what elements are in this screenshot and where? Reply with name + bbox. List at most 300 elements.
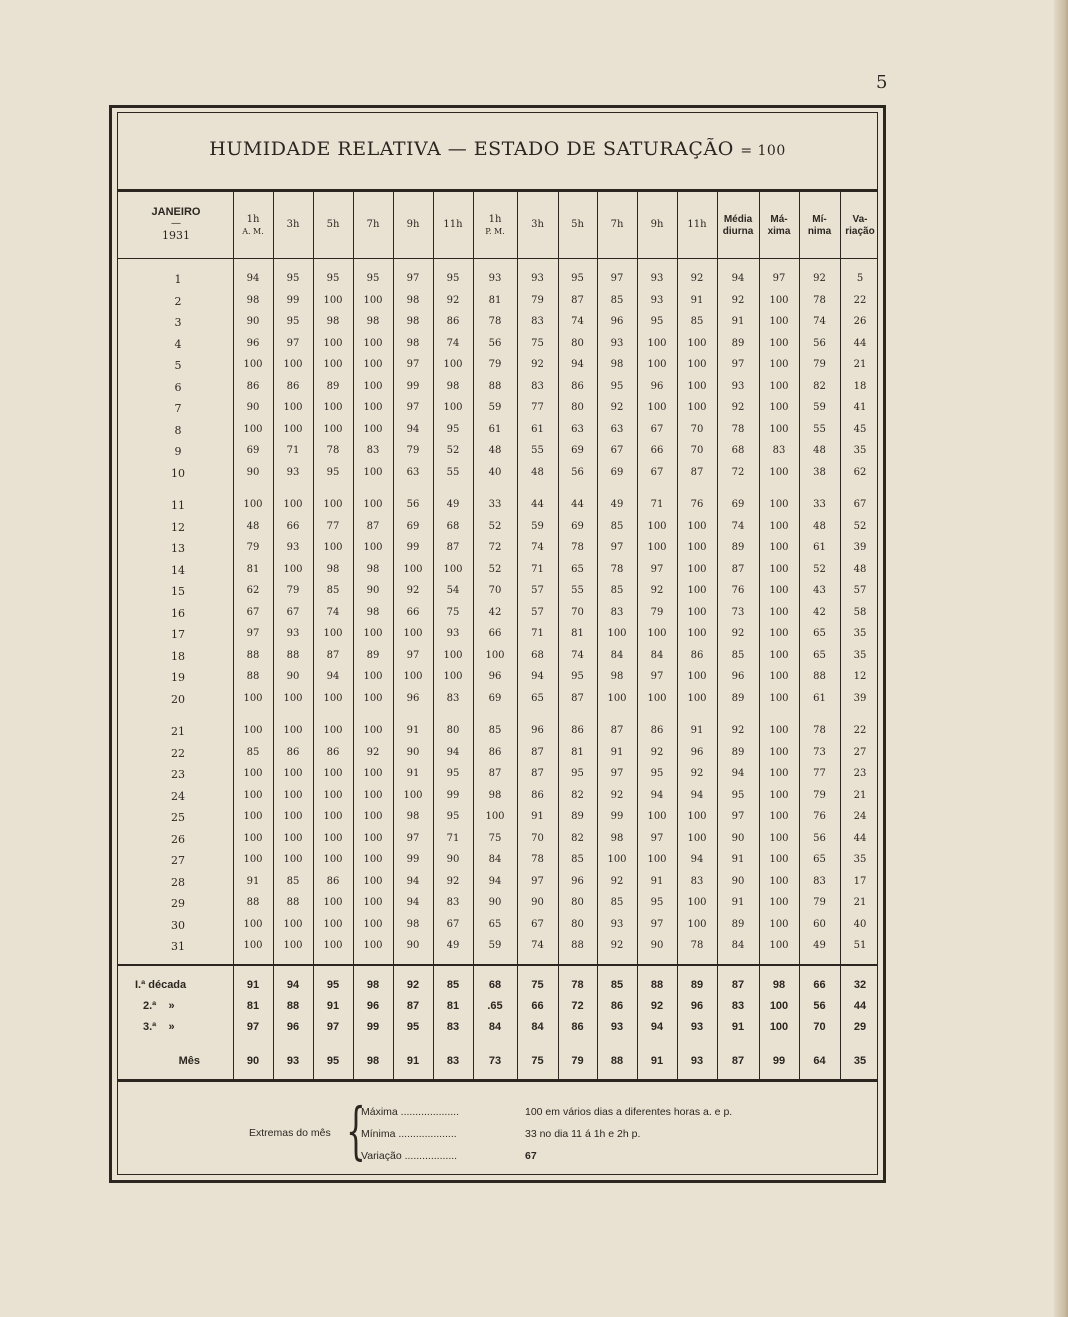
table-cell: 100 <box>769 854 789 865</box>
summary-cell: 98 <box>772 979 786 991</box>
table-cell: 26 <box>853 316 867 327</box>
table-cell: 87 <box>571 294 584 306</box>
table-cell: 100 <box>647 692 667 704</box>
table-cell: 39 <box>853 542 867 553</box>
table-cell: 100 <box>323 628 343 639</box>
table-cell: 95 <box>446 811 460 822</box>
table-cell: 78 <box>610 563 624 575</box>
table-cell: 100 <box>443 671 463 682</box>
table-cell: 97 <box>610 768 624 779</box>
day-label: 7 <box>174 402 182 415</box>
table-cell: 35 <box>853 649 867 661</box>
day-label: 21 <box>171 725 185 738</box>
table-cell: 67 <box>610 445 624 456</box>
table-cell: 100 <box>687 628 707 639</box>
month-dash: — <box>171 218 181 229</box>
table-cell: 72 <box>488 542 502 553</box>
table-frame <box>109 105 886 1183</box>
table-cell: 49 <box>446 499 460 510</box>
table-cell: 99 <box>446 789 460 801</box>
table-cell: 98 <box>246 294 260 306</box>
table-cell: 98 <box>406 294 420 306</box>
table-cell: 80 <box>571 918 584 930</box>
table-cell: 100 <box>363 789 383 801</box>
column-header-5: 9h <box>406 219 420 230</box>
table-cell: 96 <box>531 725 544 736</box>
table-cell: 88 <box>246 897 260 908</box>
table-cell: 100 <box>769 897 789 908</box>
table-cell: 44 <box>853 832 867 844</box>
table-cell: 99 <box>406 380 420 392</box>
column-header-11: 9h <box>650 219 664 230</box>
table-cell: 85 <box>326 585 340 596</box>
day-label: 8 <box>174 423 182 437</box>
summary-cell: 83 <box>731 1000 745 1012</box>
summary-cell: 91 <box>326 1000 340 1012</box>
summary-cell: 56 <box>813 1000 826 1012</box>
summary-cell: 95 <box>326 979 340 991</box>
summary-label: Mês <box>178 1055 200 1067</box>
table-cell: 97 <box>650 563 664 575</box>
table-cell: 94 <box>731 768 745 779</box>
table-cell: 100 <box>769 875 789 887</box>
table-cell: 77 <box>326 520 340 532</box>
table-cell: 85 <box>731 649 745 661</box>
table-cell: 100 <box>769 692 789 704</box>
table-cell: 85 <box>571 854 584 865</box>
table-cell: 63 <box>406 466 420 478</box>
table-cell: 100 <box>443 649 463 661</box>
table-cell: 48 <box>853 563 867 575</box>
table-cell: 100 <box>607 628 627 639</box>
table-cell: 66 <box>286 520 300 532</box>
table-cell: 81 <box>246 563 260 575</box>
table-cell: 100 <box>443 563 463 575</box>
table-cell: 100 <box>363 542 383 553</box>
table-cell: 92 <box>650 585 664 596</box>
table-cell: 100 <box>323 337 343 349</box>
table-cell: 71 <box>531 628 544 639</box>
table-cell: 91 <box>650 875 664 887</box>
title-rule <box>118 189 877 192</box>
table-cell: 100 <box>769 423 789 435</box>
table-cell: 94 <box>690 854 704 865</box>
table-cell: 96 <box>650 380 664 392</box>
table-cell: 67 <box>650 423 664 435</box>
table-cell: 86 <box>488 746 502 758</box>
table-cell: 99 <box>406 542 420 553</box>
day-label: 12 <box>171 520 185 534</box>
summary-cell: 66 <box>531 1000 544 1012</box>
table-cell: 93 <box>286 542 300 553</box>
day-label: 11 <box>171 499 185 512</box>
table-cell: 68 <box>446 520 460 532</box>
table-cell: 92 <box>610 875 624 887</box>
table-cell: 12 <box>853 671 867 682</box>
table-cell: 49 <box>446 940 460 951</box>
table-cell: 41 <box>853 402 867 413</box>
day-label: 3 <box>174 316 182 329</box>
table-cell: 98 <box>366 316 380 327</box>
column-header-9: 5h <box>571 219 584 230</box>
table-cell: 100 <box>769 671 789 682</box>
table-cell: 100 <box>243 811 263 822</box>
table-cell: 100 <box>687 692 707 704</box>
table-cell: 55 <box>571 585 584 596</box>
table-cell: 86 <box>286 746 300 758</box>
table-cell: 44 <box>531 499 544 510</box>
table-cell: 38 <box>813 466 826 478</box>
header-rule <box>118 258 877 259</box>
table-cell: 94 <box>326 671 340 682</box>
summary-cell: 92 <box>650 1000 664 1012</box>
table-cell: 67 <box>286 606 300 618</box>
table-cell: 85 <box>610 585 624 596</box>
min-value: 33 no dia 11 á 1h e 2h p. <box>525 1128 641 1140</box>
table-cell: 95 <box>286 316 300 327</box>
summary-cell: 87 <box>731 979 745 991</box>
table-cell: 88 <box>246 649 260 661</box>
month-label: JANEIRO <box>151 206 201 218</box>
table-cell: 87 <box>531 768 544 779</box>
table-cell: 100 <box>323 897 343 908</box>
table-cell: 93 <box>610 337 624 349</box>
table-cell: 97 <box>406 273 420 284</box>
day-label: 22 <box>171 746 185 760</box>
summary-cell: 93 <box>690 1055 704 1067</box>
table-cell: 100 <box>769 294 789 306</box>
table-cell: 70 <box>488 585 502 596</box>
table-cell: 72 <box>731 466 745 478</box>
summary-cell: 94 <box>650 1021 664 1033</box>
summary-cell: 81 <box>246 1000 260 1012</box>
day-label: 18 <box>171 649 185 663</box>
summary-cell: 66 <box>813 979 826 991</box>
table-cell: 100 <box>769 466 789 478</box>
table-cell: 73 <box>731 606 745 618</box>
table-cell: 100 <box>283 918 303 930</box>
table-cell: 74 <box>326 606 340 618</box>
table-cell: 87 <box>488 768 502 779</box>
table-cell: 85 <box>610 294 624 306</box>
table-cell: 80 <box>446 725 460 736</box>
table-cell: 57 <box>531 585 544 596</box>
table-cell: 92 <box>366 746 380 758</box>
table-cell: 78 <box>690 940 704 951</box>
table-cell: 18 <box>853 380 867 392</box>
table-cell: 59 <box>531 520 544 532</box>
table-cell: 100 <box>283 725 303 736</box>
table-cell: 90 <box>246 402 260 413</box>
day-label: 4 <box>174 337 182 351</box>
table-cell: 94 <box>446 746 460 758</box>
table-cell: 44 <box>571 499 584 510</box>
table-cell: 75 <box>488 832 502 844</box>
summary-cell: 87 <box>731 1055 745 1067</box>
table-cell: 82 <box>571 832 584 844</box>
table-cell: 88 <box>813 671 826 682</box>
table-cell: 100 <box>687 897 707 908</box>
table-cell: 100 <box>769 918 789 930</box>
table-cell: 100 <box>363 337 383 349</box>
table-cell: 61 <box>813 692 826 704</box>
summary-cell: 93 <box>286 1055 300 1067</box>
table-cell: 100 <box>769 746 789 758</box>
table-cell: 100 <box>687 811 707 822</box>
days-bottom-rule <box>118 964 877 966</box>
table-cell: 100 <box>363 628 383 639</box>
table-cell: 89 <box>731 337 745 349</box>
table-cell: 67 <box>650 466 664 478</box>
summary-cell: 35 <box>853 1055 867 1067</box>
table-cell: 69 <box>246 445 260 456</box>
table-cell: 85 <box>286 875 300 887</box>
table-cell: 97 <box>531 875 544 887</box>
table-cell: 92 <box>690 273 704 284</box>
table-cell: 74 <box>571 316 584 327</box>
summary-cell: 64 <box>813 1055 826 1067</box>
table-cell: 84 <box>610 649 624 661</box>
table-cell: 69 <box>610 466 624 478</box>
table-cell: 98 <box>610 832 624 844</box>
summary-cell: 89 <box>690 979 704 991</box>
table-cell: 100 <box>769 606 789 618</box>
table-cell: 83 <box>813 875 826 887</box>
table-cell: 85 <box>690 316 704 327</box>
table-cell: 92 <box>731 402 745 413</box>
table-cell: 86 <box>286 380 300 392</box>
table-cell: 40 <box>488 466 502 478</box>
table-cell: 100 <box>769 542 789 553</box>
table-cell: 91 <box>406 768 420 779</box>
day-label: 9 <box>174 445 182 458</box>
table-cell: 87 <box>531 746 544 758</box>
table-cell: 91 <box>531 811 544 822</box>
table-cell: 90 <box>446 854 460 865</box>
summary-cell: 84 <box>531 1021 544 1033</box>
summary-label: 2.ª » <box>143 1000 175 1012</box>
summary-cell: 75 <box>531 979 544 991</box>
table-cell: 65 <box>571 563 584 575</box>
table-cell: 90 <box>488 897 502 908</box>
table-cell: 100 <box>363 499 383 510</box>
table-cell: 86 <box>326 746 340 758</box>
table-cell: 74 <box>813 316 826 327</box>
table-cell: 74 <box>571 649 584 661</box>
table-cell: 100 <box>323 359 343 370</box>
table-cell: 100 <box>403 671 423 682</box>
table-cell: 96 <box>406 692 420 704</box>
table-cell: 43 <box>813 585 826 596</box>
table-cell: 83 <box>446 692 460 704</box>
table-cell: 100 <box>363 811 383 822</box>
day-label: 23 <box>171 768 185 781</box>
summary-cell: 93 <box>610 1021 624 1033</box>
summary-cell: 78 <box>571 979 584 991</box>
table-cell: 69 <box>571 445 584 456</box>
table-cell: 89 <box>571 811 584 822</box>
table-cell: 100 <box>283 692 303 704</box>
table-cell: 92 <box>446 875 460 887</box>
column-header-7: 1h <box>488 214 502 225</box>
table-cell: 65 <box>813 854 826 865</box>
min-label: Mínima .................... <box>361 1128 457 1140</box>
summary-cell: 96 <box>690 1000 704 1012</box>
table-cell: 68 <box>531 649 544 661</box>
table-cell: 58 <box>853 606 867 618</box>
table-cell: 100 <box>243 854 263 865</box>
table-cell: 24 <box>853 811 867 822</box>
table-cell: 81 <box>571 746 584 758</box>
table-cell: 100 <box>647 854 667 865</box>
table-cell: 89 <box>731 746 745 758</box>
table-cell: 78 <box>488 316 502 327</box>
table-cell: 100 <box>687 606 707 618</box>
table-cell: 100 <box>283 499 303 510</box>
column-header-sub-7: P. M. <box>485 227 505 236</box>
table-cell: 40 <box>853 918 867 930</box>
variation-value: 67 <box>525 1150 537 1162</box>
table-cell: 73 <box>813 746 826 758</box>
table-cell: 97 <box>246 628 260 639</box>
table-cell: 52 <box>488 563 502 575</box>
summary-cell: 100 <box>769 1021 789 1033</box>
table-cell: 96 <box>488 671 502 682</box>
table-cell: 88 <box>571 940 584 951</box>
table-cell: 79 <box>650 606 664 618</box>
day-label: 15 <box>171 585 185 598</box>
summary-cell: 99 <box>366 1021 380 1033</box>
table-cell: 63 <box>610 423 624 435</box>
column-header-sub-1: A. M. <box>242 227 264 236</box>
page-number: 5 <box>876 72 888 93</box>
table-cell: 70 <box>690 445 704 456</box>
table-cell: 95 <box>731 789 745 801</box>
table-cell: 83 <box>531 380 544 392</box>
summary-cell: 94 <box>286 979 300 991</box>
table-cell: 85 <box>488 725 502 736</box>
table-cell: 97 <box>650 832 664 844</box>
table-cell: 42 <box>488 606 502 618</box>
table-cell: 82 <box>813 380 826 392</box>
table-cell: 95 <box>610 380 624 392</box>
table-cell: 87 <box>610 725 624 736</box>
table-cell: 65 <box>813 649 826 661</box>
table-cell: 100 <box>323 854 343 865</box>
table-cell: 54 <box>446 585 460 596</box>
summary-cell: 83 <box>446 1021 460 1033</box>
column-header-12: 11h <box>687 219 707 230</box>
table-cell: 23 <box>853 768 867 779</box>
summary-cell: 70 <box>813 1021 826 1033</box>
table-inner <box>117 112 878 1175</box>
table-cell: 78 <box>731 423 745 435</box>
table-cell: 100 <box>769 649 789 661</box>
table-cell: 67 <box>853 499 867 510</box>
table-cell: 83 <box>446 897 460 908</box>
max-label: Máxima .................... <box>361 1106 460 1118</box>
table-cell: 21 <box>853 897 867 908</box>
table-cell: 79 <box>813 897 826 908</box>
table-cell: 93 <box>610 918 624 930</box>
table-cell: 100 <box>363 832 383 844</box>
table-cell: 100 <box>283 402 303 413</box>
table-cell: 67 <box>246 606 260 618</box>
table-cell: 90 <box>406 746 420 758</box>
table-cell: 100 <box>769 768 789 779</box>
table-cell: 92 <box>610 402 624 413</box>
table-cell: 66 <box>650 445 664 456</box>
table-cell: 94 <box>531 671 544 682</box>
table-cell: 71 <box>286 445 300 456</box>
table-cell: 59 <box>488 940 502 951</box>
max-value: 100 em vários dias a diferentes horas a. e p. <box>525 1106 733 1118</box>
table-cell: 100 <box>769 563 789 575</box>
day-label: 24 <box>171 789 185 803</box>
table-cell: 98 <box>610 671 624 682</box>
summary-cell: 86 <box>610 1000 624 1012</box>
table-cell: 94 <box>406 897 420 908</box>
table-cell: 76 <box>690 499 704 510</box>
table-cell: 81 <box>488 294 502 306</box>
table-cell: 100 <box>769 789 789 801</box>
table-cell: 100 <box>687 563 707 575</box>
table-cell: 100 <box>323 768 343 779</box>
table-cell: 100 <box>283 940 303 951</box>
table-cell: 61 <box>531 423 544 435</box>
table-cell: 76 <box>813 811 826 822</box>
table-cell: 100 <box>363 768 383 779</box>
table-cell: 39 <box>853 692 867 704</box>
table-cell: 86 <box>571 380 584 392</box>
table-cell: 98 <box>326 563 340 575</box>
table-cell: 83 <box>610 606 624 618</box>
table-cell: 65 <box>813 628 826 639</box>
table-cell: 100 <box>363 402 383 413</box>
summary-cell: 88 <box>286 1000 300 1012</box>
table-cell: 79 <box>406 445 420 456</box>
table-cell: 86 <box>690 649 704 661</box>
summary-cell: 44 <box>853 1000 867 1012</box>
title-text: HUMIDADE RELATIVA — ESTADO DE SATURAÇÃO <box>209 138 734 160</box>
table-cell: 100 <box>283 811 303 822</box>
column-header-sub-16: riação <box>845 226 875 237</box>
table-cell: 95 <box>446 273 460 284</box>
column-header-16: Va- <box>852 214 868 225</box>
table-cell: 78 <box>326 445 340 456</box>
table-cell: 93 <box>286 628 300 639</box>
table-cell: 100 <box>363 380 383 392</box>
table-cell: 69 <box>406 520 420 532</box>
table-cell: 91 <box>406 725 420 736</box>
day-label: 5 <box>174 359 182 372</box>
table-cell: 88 <box>488 380 502 392</box>
day-label: 6 <box>174 380 182 394</box>
summary-cell: 100 <box>769 1000 789 1012</box>
summary-label: 3.ª » <box>143 1021 175 1033</box>
table-cell: 100 <box>769 316 789 327</box>
table-cell: 21 <box>853 359 867 370</box>
table-cell: 95 <box>366 273 380 284</box>
day-label: 29 <box>171 897 185 910</box>
summary-cell: 85 <box>446 979 460 991</box>
table-cell: 66 <box>488 628 502 639</box>
table-cell: 92 <box>731 725 745 736</box>
table-cell: 80 <box>571 337 584 349</box>
table-cell: 89 <box>731 542 745 553</box>
table-cell: 79 <box>246 542 260 553</box>
page-title <box>118 138 877 160</box>
